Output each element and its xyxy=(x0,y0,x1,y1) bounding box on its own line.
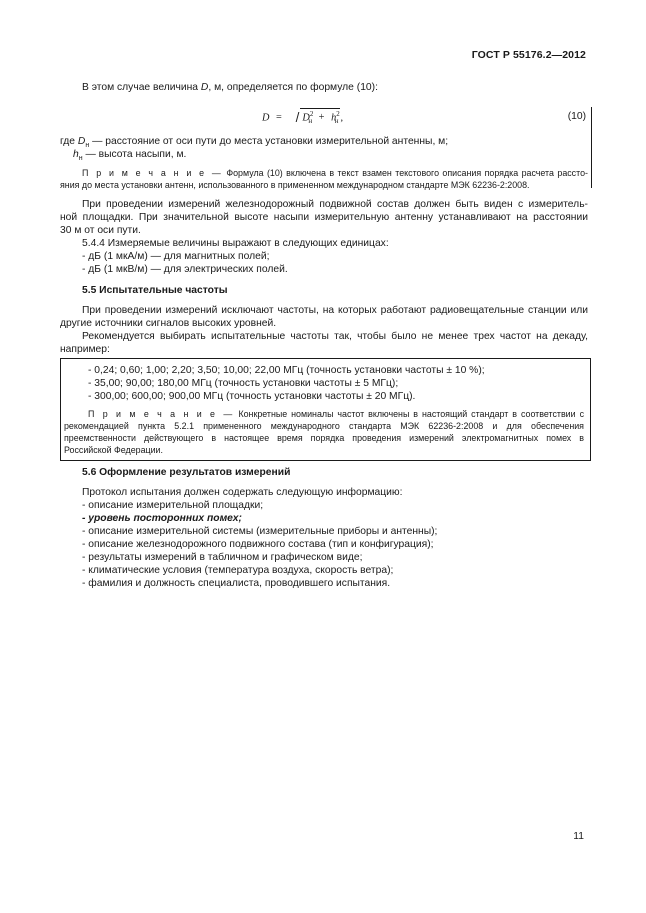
para1-line2: ной площадки. При значительной высоте насыпи измерительную антенну устанавливают на расстоянии xyxy=(60,212,588,223)
note2-line1: П р и м е ч а н и е — Конкретные номиналы частот включены в настоящий стандарт в соответствии с xyxy=(88,409,585,419)
para1-line1: При проведении измерений железнодорожный подвижной состав должен быть виден с измеритель- xyxy=(82,199,588,210)
s55-p1-line2: другие источники сигналов высоких уровней. xyxy=(60,318,277,329)
section-5-5-title: 5.5 Испытательные частоты xyxy=(82,285,228,296)
s55-p2-line2: например: xyxy=(60,344,110,355)
note2-line4: Российской Федерации. xyxy=(64,445,163,455)
formula-10: $D = D^2_н + h^2_н$ , xyxy=(262,110,344,126)
list-item: - описание железнодорожного подвижного состава (тип и конфигурация); xyxy=(82,539,434,550)
list-item: - фамилия и должность специалиста, проводившего испытания. xyxy=(82,578,391,589)
list-item: - результаты измерений в табличном и графическом виде; xyxy=(82,552,363,563)
section-5-6-title: 5.6 Оформление результатов измерений xyxy=(82,467,291,478)
list-item: - описание измерительной площадки; xyxy=(82,500,264,511)
units-intro: 5.4.4 Измеряемые величины выражают в следующих единицах: xyxy=(82,238,389,249)
units-magnetic: - дБ (1 мкА/м) — для магнитных полей; xyxy=(82,251,270,262)
page-number: 11 xyxy=(573,831,584,842)
freq-range-3: - 300,00; 600,00; 900,00 МГц (точность установки частоты ± 20 МГц). xyxy=(88,391,416,402)
freq-range-2: - 35,00; 90,00; 180,00 МГц (точность установки частоты ± 5 МГц); xyxy=(88,378,399,389)
s55-p1-line1: При проведении измерений исключают частоты, на которых работают радиовещательные станции или xyxy=(82,305,588,316)
s56-intro: Протокол испытания должен содержать следующую информацию: xyxy=(82,487,403,498)
list-item: - уровень посторонних помех; xyxy=(82,513,242,524)
freq-range-1: - 0,24; 0,60; 1,00; 2,20; 3,50; 10,00; 22,00 МГц (точность установки частоты ± 10 %); xyxy=(88,365,485,376)
sqrt-sign: $D^2_н + h^2_н$ xyxy=(290,108,340,125)
formula-intro: В этом случае величина D, м, определяется по формуле (10): xyxy=(82,82,378,93)
change-bar xyxy=(591,107,592,188)
formula-number: (10) xyxy=(567,111,586,122)
standard-header: ГОСТ Р 55176.2—2012 xyxy=(471,49,586,61)
where-h: $h_н$ — высота насыпи, м. xyxy=(73,149,187,163)
s55-p2-line1: Рекомендуется выбирать испытательные частоты так, чтобы было не менее трех частот на декаду, xyxy=(82,331,588,342)
note1-line1: П р и м е ч а н и е — Формула (10) включена в текст взамен текстового описания порядка расчета рассто- xyxy=(82,168,588,178)
note2-line3: преемственности действующего в настоящее время порядка проведения измерений электромагнитных помех в xyxy=(64,433,584,443)
para1-line3: 30 м от оси пути. xyxy=(60,225,141,236)
note2-line2: рекомендацией пункта 5.2.1 примененного международного стандарта МЭК 62236-2:2008 и для обеспечения xyxy=(64,421,584,431)
list-item: - климатические условия (температура воздуха, скорость ветра); xyxy=(82,565,394,576)
list-item: - описание измерительной системы (измерительные приборы и антенны); xyxy=(82,526,438,537)
note1-line2: яния до места установки антенн, использованного в примененном международном стандарте МЭК 62236-2:2008. xyxy=(60,180,530,190)
where-d: где $D_н$ — расстояние от оси пути до места установки измерительной антенны, м; xyxy=(60,136,449,150)
units-electric: - дБ (1 мкВ/м) — для электрических полей. xyxy=(82,264,288,275)
